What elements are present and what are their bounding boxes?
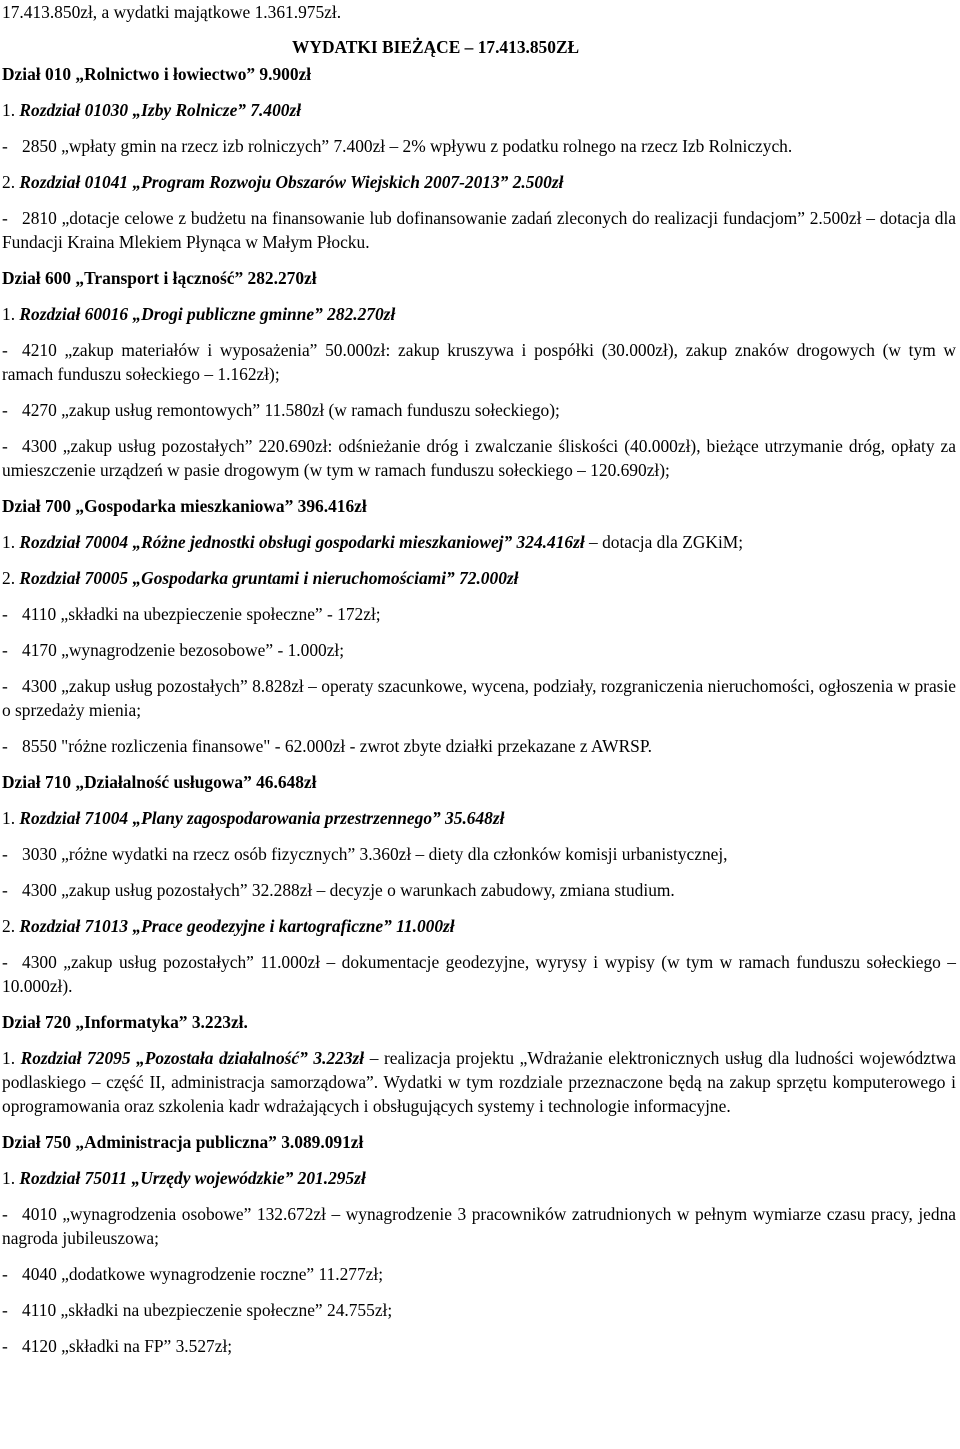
list-dash: - (2, 400, 8, 420)
expense-text: 4300 „zakup usług pozostałych” 8.828zł – operaty szacunkowe, wycena, podziały, rozgraniczenia nieruchomości, ogłoszenia w prasie o sprzedaży mienia; (2, 676, 956, 720)
expense-item (2, 338, 956, 386)
rozdzial-title: Rozdział 70005 „Gospodarka gruntami i nieruchomościami” 72.000zł (19, 568, 519, 588)
dzial-title: Dział 750 „Administracja publiczna” 3.089.091zł (2, 1132, 364, 1152)
dzial-heading (2, 770, 956, 794)
rozdzial-number: 2. (2, 172, 16, 192)
rozdzial-number: 2. (2, 568, 16, 588)
rozdzial-line (2, 530, 956, 554)
dzial-title: Dział 710 „Działalność usługowa” 46.648zł (2, 772, 317, 792)
rozdzial-number: 1. (2, 100, 16, 120)
expense-text: 2810 „dotacje celowe z budżetu na finansowanie lub dofinansowanie zadań zleconych do realizacji fundacjom” 2.500zł – dotacja dla Fundacji Kraina Mlekiem Płynąca w Małym Płocku. (2, 208, 956, 252)
expense-item (2, 1334, 956, 1358)
rozdzial-number: 1. (2, 304, 16, 324)
expense-text: 4270 „zakup usług remontowych” 11.580zł (w ramach funduszu sołeckiego); (22, 400, 560, 420)
rozdzial-number: 1. (2, 1048, 16, 1068)
expense-item (2, 734, 956, 758)
expense-text: 4210 „zakup materiałów i wyposażenia” 50.000zł: zakup kruszywa i pospółki (30.000zł), zakup znaków drogowych (w tym w ramach funduszu sołeckiego – 1.162zł); (2, 340, 956, 384)
rozdzial-line (2, 806, 956, 830)
list-dash: - (2, 676, 8, 696)
dzial-title: Dział 600 „Transport i łączność” 282.270zł (2, 268, 317, 288)
expense-item (2, 434, 956, 482)
expense-item (2, 1298, 956, 1322)
list-dash: - (2, 1336, 8, 1356)
list-dash: - (2, 1204, 8, 1224)
list-dash: - (2, 880, 8, 900)
dzial-heading (2, 1130, 956, 1154)
rozdzial-description: – realizacja projektu „Wdrażanie elektronicznych usług dla ludności województwa podlaskiego – część II, administracja samorządowa”. Wydatki w tym rozdziale przeznaczone będą na zakup sprzętu komputerowego i oprogramowania oraz szkolenia kadr wdrażających i obsługujących systemy i technologie informacyjne. (2, 1048, 956, 1116)
expense-text: 4110 „składki na ubezpieczenie społeczne” - 172zł; (22, 604, 381, 624)
expense-item (2, 398, 956, 422)
rozdzial-line (2, 1166, 956, 1190)
list-dash: - (2, 436, 8, 456)
section-title: WYDATKI BIEŻĄCE – 17.413.850ZŁ (292, 37, 580, 57)
list-dash: - (2, 136, 8, 156)
list-dash: - (2, 1264, 8, 1284)
expense-text: 8550 "różne rozliczenia finansowe" - 62.000zł - zwrot zbyte działki przekazane z AWRSP. (22, 736, 652, 756)
expense-item (2, 842, 956, 866)
expense-item (2, 950, 956, 998)
dzial-title: Dział 010 „Rolnictwo i łowiectwo” 9.900zł (2, 64, 312, 84)
list-dash: - (2, 844, 8, 864)
rozdzial-title: Rozdział 71013 „Prace geodezyjne i kartograficzne” 11.000zł (19, 916, 455, 936)
list-dash: - (2, 952, 8, 972)
dzial-title: Dział 720 „Informatyka” 3.223zł. (2, 1012, 248, 1032)
expense-item (2, 1202, 956, 1250)
expense-text: 4300 „zakup usług pozostałych” 32.288zł – decyzje o warunkach zabudowy, zmiana studium. (22, 880, 675, 900)
list-dash: - (2, 736, 8, 756)
rozdzial-line (2, 98, 956, 122)
expense-text: 4170 „wynagrodzenie bezosobowe” - 1.000zł; (22, 640, 345, 660)
expense-item (2, 1262, 956, 1286)
rozdzial-title: Rozdział 70004 „Różne jednostki obsługi gospodarki mieszkaniowej” 324.416zł (19, 532, 585, 552)
expense-item (2, 638, 956, 662)
expense-text: 4040 „dodatkowe wynagrodzenie roczne” 11.277zł; (22, 1264, 384, 1284)
rozdzial-line (2, 566, 956, 590)
rozdzial-title: Rozdział 75011 „Urzędy wojewódzkie” 201.295zł (19, 1168, 366, 1188)
rozdzial-title: Rozdział 60016 „Drogi publiczne gminne” 282.270zł (19, 304, 396, 324)
rozdzial-line (2, 170, 956, 194)
rozdzial-description: – dotacja dla ZGKiM; (584, 532, 744, 552)
dzial-heading (2, 1010, 956, 1034)
dzial-heading (2, 266, 956, 290)
expense-text: 4300 „zakup usług pozostałych” 220.690zł: odśnieżanie dróg i zwalczanie śliskości (40.000zł), bieżące utrzymanie dróg, opłaty za umieszczenie urządzeń w pasie drogowym (w tym w ramach funduszu sołeckiego – 120.690zł); (2, 436, 956, 480)
rozdzial-title: Rozdział 01030 „Izby Rolnicze” 7.400zł (19, 100, 302, 120)
list-dash: - (2, 340, 8, 360)
list-dash: - (2, 604, 8, 624)
intro-line: 17.413.850zł, a wydatki majątkowe 1.361.975zł. (2, 2, 342, 22)
document-body (2, 62, 956, 1358)
rozdzial-title: Rozdział 01041 „Program Rozwoju Obszarów Wiejskich 2007-2013” 2.500zł (19, 172, 564, 192)
rozdzial-line (2, 914, 956, 938)
expense-item (2, 134, 956, 158)
rozdzial-number: 1. (2, 532, 16, 552)
rozdzial-number: 1. (2, 1168, 16, 1188)
rozdzial-line (2, 1046, 956, 1118)
expense-text: 3030 „różne wydatki na rzecz osób fizycznych” 3.360zł – diety dla członków komisji urbanistycznej, (22, 844, 728, 864)
list-dash: - (2, 640, 8, 660)
rozdzial-title: Rozdział 72095 „Pozostała działalność” 3.223zł (20, 1048, 365, 1068)
dzial-heading (2, 494, 956, 518)
rozdzial-number: 2. (2, 916, 16, 936)
dzial-title: Dział 700 „Gospodarka mieszkaniowa” 396.416zł (2, 496, 367, 516)
rozdzial-title: Rozdział 71004 „Plany zagospodarowania przestrzennego” 35.648zł (19, 808, 505, 828)
expense-text: 4120 „składki na FP” 3.527zł; (22, 1336, 233, 1356)
expense-item (2, 674, 956, 722)
expense-text: 4110 „składki na ubezpieczenie społeczne” 24.755zł; (22, 1300, 393, 1320)
expense-item (2, 206, 956, 254)
expense-item (2, 878, 956, 902)
expense-item (2, 602, 956, 626)
rozdzial-line (2, 302, 956, 326)
expense-text: 4010 „wynagrodzenia osobowe” 132.672zł – wynagrodzenie 3 pracowników zatrudnionych w pełnym wymiarze czasu pracy, jedna nagroda jubileuszowa; (2, 1204, 956, 1248)
list-dash: - (2, 208, 8, 228)
rozdzial-number: 1. (2, 808, 16, 828)
expense-text: 2850 „wpłaty gmin na rzecz izb rolniczych” 7.400zł – 2% wpływu z podatku rolnego na rzecz Izb Rolniczych. (22, 136, 793, 156)
list-dash: - (2, 1300, 8, 1320)
expense-text: 4300 „zakup usług pozostałych” 11.000zł – dokumentacje geodezyjne, wyrysy i wypisy (w tym w ramach funduszu sołeckiego – 10.000zł). (2, 952, 956, 996)
dzial-heading (2, 62, 956, 86)
